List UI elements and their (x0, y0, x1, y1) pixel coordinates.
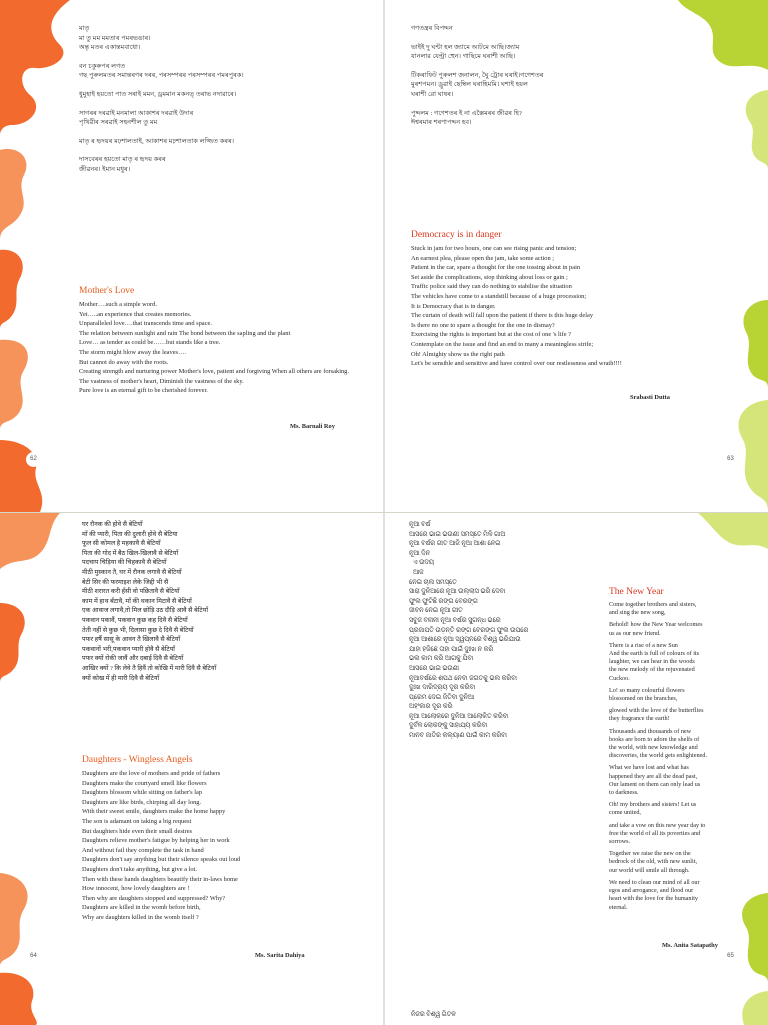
stanza (609, 707, 721, 723)
poem-line: Let's be sensible and sensitive and have control over our restlessness and wrath!!!! (411, 360, 622, 368)
poem-line: काम में हाथ बँटावै, माँ की थकान मिटावै सै बेटियाँ (82, 597, 192, 605)
stanza (609, 687, 721, 703)
poem-line: Daughters don't say anything but their silence speaks out loud (82, 856, 241, 864)
poem-line: फूल सी कोमल है महकावै सै बेटियाँ (82, 540, 161, 548)
poem-line: ମାନବ ଜାତିର କଲ୍ୟାଣ ପାଇଁ କାମ କରିବା (409, 732, 507, 740)
poem-line: ଦୁଃଖ ଦାରିଦ୍ର୍ୟ ଦୂର କରିବା (409, 684, 476, 692)
poem-line: The curtain of death will fall upon the patient if there is this huge delay (411, 312, 594, 320)
poem-line: Daughters are the love of mothers and pride of fathers (82, 770, 221, 777)
poem-line: Cuckoo. (609, 674, 630, 682)
poem-line: मीठी शरारत करी हँसी वो पछितावै सै बेटियाँ (82, 588, 180, 596)
poem-line: eternal. (609, 903, 628, 911)
poem-line: ধুমুহাই হয়তো পাত সৰাই মমন, ড্রমমান মকনত্ তৰাভ নদারাৰে। (79, 90, 237, 98)
poem-line: Come together brothers and sisters, (609, 601, 697, 608)
english-poem-p63 (411, 229, 671, 369)
poem-line: বন চকুৰুপৰ লগত (79, 62, 126, 70)
orange-swirl-decoration (0, 0, 90, 512)
poem-line: An earnest plea, please open the jam, take some action ; (411, 254, 555, 262)
stanza (609, 764, 721, 797)
poem-line: ଆସରେ ଭାଇ ଭଉଣୀ (409, 664, 459, 672)
poem-line: एक आवाज लगावै,तो मिल छोड़ि उठ दौड़ि आवै सै बेटियाँ (82, 607, 208, 615)
poem-line: মাতৃ (79, 25, 90, 32)
poem-line: ପ୍ରଜାପତି ଉଡ଼ନ୍ତି ରଙ୍ଗ ବେରଙ୍ଗ ଫୁଲ ଉପରେ (409, 626, 529, 634)
poem-line: পুদ্দলম : গণেশতৰ ই না এক্সৈমৰৰ জীৱৰ হি? (411, 109, 522, 117)
poem-line: যানলার যেন্ট্রা হুেন। গাছিমে ঘৰাশী আছি। (411, 53, 516, 61)
poem-line: Why are daughters killed in the womb itself ? (82, 913, 199, 921)
poem-line: Oh! Almighty show us the right path (411, 350, 505, 358)
poem-line: Set aside the complications, stop thinking about loss or gain ; (411, 273, 568, 281)
poem-title: The New Year (609, 587, 664, 597)
poem-line: the new melody of the rejuvenated (609, 666, 695, 674)
poem-line: Contemplate on the issue and find an end to many a meaningless strife; (411, 340, 594, 348)
poem-line: We need to clean our mind of all our (609, 878, 700, 886)
poem-line: ନୂଆ ଦିନ (409, 549, 430, 557)
poem-line: Pure love is an eternal gift to be cherished forever. (79, 387, 208, 395)
author-name: Ms. Anita Satapathy (662, 942, 718, 949)
poem-line: Daughters are like birds, chirping all day long. (82, 798, 202, 806)
poem-line: Traffic police said they can do nothing to stabilise the situation (411, 283, 572, 291)
poem-line: মুৰশপমন। ড্ৰুৱাই ছেম্বিল ঘৰাহিমমি। ঘশাই হয়ল (411, 81, 528, 89)
page-fold (383, 513, 385, 1025)
english-poem-p65 (609, 586, 721, 912)
poem-line: laughter, we can hear in the woods (609, 658, 695, 666)
poem-line: ঈশ্বৰমাৰ শৰণাপদ্দন হব। (411, 119, 472, 127)
poem-line: The vehicles have come to a standstill because of a huge procession; (411, 292, 587, 300)
poem-line: बेटी सिर की फरमाइश लेके जिद्दी भी सै (82, 578, 169, 586)
poem-line: ଭଲ କାମ କରି ଆଗକୁ ଯିବା (409, 655, 474, 663)
poem-line: Lo! so many colourful flowers (609, 686, 685, 694)
poem-line: And the earth is full of colours of its (609, 650, 700, 658)
poem-line: The vastness of mother's heart, Diminish the vastness of the sky. (79, 377, 244, 385)
poem-line: ଆଜ (413, 568, 424, 576)
poem-line: Is there no one to spare a thought for the one in dismay? (411, 321, 555, 329)
poem-line: ଆସରେ ଭାଇ ଭଉଣୀ ସମସ୍ତେ ମିଳି ଗାଅ (409, 530, 506, 538)
author-name: Ms. Barnali Roy (290, 423, 335, 430)
poem-line: It is Democracy that is in danger. (411, 302, 496, 310)
orange-swirl-decoration (0, 513, 90, 1025)
stanza (609, 850, 721, 875)
poem-line: Then why are daughters stopped and suppressed? Why? (82, 894, 226, 902)
poem-line: ଅହଂକାର ଦୂର କରି (409, 703, 453, 711)
poem-line: bedrock of the old, with new sunlit, (609, 858, 697, 866)
page-number: 62 (26, 452, 41, 467)
poem-line: पकवान पकावैं, पकवान कुछ कह दिवै सै बेटियाँ (82, 616, 188, 624)
poem-line: মাতৃ ৰ হৃদয়ৰ মঢ়শালতাই, আকাশৰ মঢ়শালতাক লজ্জিত কৰৰ। (79, 137, 235, 145)
poem-line: ঘৰাশী রো ঘাষৰ। (411, 90, 454, 98)
poem-line: ଯାହା ହଜିଛେ ତାହା ପାଇଁ ଦୁଃଖ ନ କରି (409, 645, 494, 653)
poem-line: our world will smile all through. (609, 866, 690, 874)
poem-line: টিকৰাফিট পুৰুলশ জনালন, ঘুৈ ট্ৰোৰ ঘৰাই।গণেশতৰ (411, 71, 544, 79)
page-number: 64 (26, 949, 41, 964)
poem-line: ଜୀବନ ନେଇ ନୂଆ ଗୀତ (409, 607, 463, 615)
poem-line: ସବୁଜ ବନାନୀ ନୂଆ ବର୍ଷର ସୁଗନ୍ଧ ଭରେ (409, 616, 501, 624)
poem-line: ପ୍ରେମ ଦେଇ ଜିତିବା ଦୁନିଆ (409, 693, 475, 701)
poem-line: Daughters are killed in the womb before birth, (82, 904, 201, 912)
poem-line: Yet…..an experience that creates memories. (79, 310, 192, 318)
poem-line: blossomed on the branches, (609, 695, 678, 703)
poem-line: पिता की गोद में बैठ खिल-खिलावै से बेटियाँ (82, 549, 179, 557)
poem-line: ନୂଆ ବର୍ଷ (409, 521, 431, 528)
poem-line: egos and arrogance, and flood our (609, 887, 694, 895)
poem-line: Love… as tender as could be……but stands like a tree. (79, 339, 221, 347)
poem-line: And without fail they complete the task in hand (82, 846, 204, 854)
poem-line: What we have lost and what has (609, 764, 689, 772)
page-fold (383, 0, 385, 512)
stanza (609, 879, 721, 912)
poem-line: Thousands and thousands of new (609, 727, 692, 735)
poem-line: Daughters relieve mother's fatigue by helping her in work (82, 837, 230, 845)
poem-line: घर रौनक की होवे सै बेटियाँ (82, 521, 143, 528)
poem-line: দাসবেৰৰ হয়তো মাতৃ ৰ হৃদয় কৰৰ (79, 156, 166, 164)
poem-line: free the world of all its poverties and (609, 829, 701, 837)
poem-line: Daughters blossom while sitting on father's lap (82, 789, 203, 797)
poem-line: Stuck in jam for two hours, one can see rising panic and tension; (411, 245, 577, 252)
poem-line: and take a vow on this new year day to (609, 821, 706, 829)
poem-line: discoveries, the world gets enlightened. (609, 752, 707, 760)
stanza (609, 728, 721, 761)
poem-line: Behold! how the New Year welcomes (609, 621, 703, 629)
poem-line: heart with the love for the humanity (609, 895, 699, 903)
poem-line: us as our new friend. (609, 629, 661, 637)
poem-line: ନୂଆ ଆଶାରେ ନୂଆ ସ୍ୱପ୍ନରେ ବିଶ୍ୱ ଭରିଯାଉ (409, 636, 521, 644)
poem-line: ନୂଆବର୍ଷରେ ଶପଥ ନେବା ଜଗତକୁ ଭଲ କରିବା (409, 674, 518, 682)
poem-line: पफर क्यों रोकी जावैं और दबाई दिवै सै बेटियाँ (82, 655, 184, 663)
poem-line: Then with these hands daughters beautify their in-laws home (82, 875, 238, 883)
poem-title: Mother's Love (79, 286, 135, 296)
author-name: Srabasti Dutta (630, 394, 670, 401)
hindi-poem-p64 (82, 520, 372, 683)
odia-poem-p65 (409, 520, 609, 741)
poem-line: ভাইই দু ঘন্টা হল জ্যামে আটমে আছি।জ্যাম (411, 43, 520, 51)
poem-line: ନେଇ ଚାଲ ସମସ୍ତେ (409, 578, 457, 586)
poem-line: Daughters make the courtyard smell like flowers (82, 779, 207, 787)
poem-title: Democracy is in danger (411, 230, 502, 240)
poem-line: Daughters don't take anything, but give a lot. (82, 865, 197, 873)
poem-line: पकवानों भरी,पकवान प्यारी होवै सै बेटियाँ (82, 645, 175, 653)
poem-line: come united, (609, 809, 641, 817)
stanza (609, 822, 721, 847)
poem-line: অন্তৃ মতৰ একান্তমবাধো। (79, 44, 141, 52)
stanza (609, 801, 721, 817)
poem-line: The storm might blow away the leaves…. (79, 348, 187, 356)
poem-line: ସାରା ଦୁନିଆରେ ନୂଆ ଉଲ୍ଲାସ ଭରି ଦେବା (409, 588, 506, 596)
poem-line: they fragrance the earth! (609, 715, 670, 723)
spread-pages-64-65 (0, 512, 768, 1025)
stanza (609, 621, 721, 637)
spread-pages-62-63 (0, 0, 768, 512)
poem-line: ନୂଆ ବର୍ଷର ଗୀତ ଆଜି ନୂଆ ଆଶା ନେଇ (409, 540, 501, 548)
poem-line: glowed with the love of the butterflies (609, 707, 704, 715)
poem-line: पदचाप चिड़िया की चिहकावै सै बेटियाँ (82, 559, 167, 567)
poem-line: क्यों कोख में ही मारी दिवै सै बेटियाँ (82, 674, 160, 682)
page-number: 63 (723, 452, 738, 467)
english-poem-p64 (82, 754, 367, 923)
poem-line: happened they are all the dead past, (609, 772, 698, 780)
poem-line: The son is adamant on taking a big request (82, 817, 192, 825)
poem-line: With their sweet smile, daughters make the home happy (82, 808, 226, 816)
page-number: 65 (723, 949, 738, 964)
poem-line: গছ পুৰুলমতৰ সমান্তৰণৰ দৰৰ, পৰসম্পৰৰ পৰসম্পৰৰ পমৰপুৰক। (79, 72, 244, 80)
poem-line: Unparalleled love….that transcends time and space. (79, 320, 212, 328)
poem-line: आखिर क्यों ? कि लेवे तै हिवैं तो कोखि में मारी दिवै सै बेटियाँ (82, 664, 217, 672)
poem-line: But cannot do away with the roots. (79, 358, 169, 366)
footer-text: ନିଜର ବିଶ୍ୱ ଗିତଳ (411, 1011, 456, 1018)
poem-line: ଫୁଲ ଫୁଟିଛି ରଙ୍ଗ ବେରଙ୍ଗ (409, 597, 478, 605)
poem-line: The relation between sunlight and rain The bond between the sapling and the plant (79, 329, 291, 337)
poem-line: Our lament on them can only lead us (609, 780, 701, 788)
english-poem-p62 (79, 285, 364, 396)
poem-line: माँ की प्यारी, पिता की दुलारी होवे सै बेटिया (82, 530, 178, 538)
poem-line: মা তু মম মমতাৰ পমৰভঙাৰ। (79, 34, 151, 42)
author-name: Ms. Sarita Dahiya (255, 952, 305, 959)
poem-line: Exercising the rights is important but at the cost of one 's life ? (411, 331, 571, 339)
poem-line: গণতন্ত্ৰৰ বিপদ্দন (411, 25, 453, 32)
poem-line: জীৱনৰ। ইমান মধুৰ। (79, 165, 131, 173)
poem-line: পৃথিৱীৰ সৰৱাই সহনশীল তু মম (79, 119, 158, 127)
poem-line: ଏ ଉଦୟ (413, 559, 435, 567)
poem-line: ନୂଆ ଆଲୋକରେ ଦୁନିଆ ଆଲୋକିତ କରିବା (409, 712, 509, 720)
poem-line: ଦୁର୍ବଳ ଲୋକଙ୍କୁ ସାହାଯ୍ୟ କରିବା (409, 722, 488, 730)
poem-line: and sing the new song, (609, 609, 666, 617)
assamese-poem-p63 (411, 24, 711, 128)
poem-line: সাগৰৰ দৰৱাই মনমালা আকাশৰ দৰৱাই উদাৰ (79, 109, 194, 117)
poem-line: to darkness. (609, 789, 639, 797)
poem-line: There is a rise of a new Sun (609, 641, 678, 649)
poem-line: Together we raise the new on the (609, 850, 691, 858)
stanza (609, 601, 721, 617)
poem-line: Oh! my brothers and sisters! Let us (609, 801, 697, 809)
stanza (609, 642, 721, 683)
assamese-poem-p62 (79, 24, 369, 175)
poem-line: the world, with new knowledge and (609, 744, 698, 752)
poem-line: sorrows. (609, 838, 631, 846)
poem-title: Daughters - Wingless Angels (82, 755, 193, 765)
poem-line: Patient in the car, spare a thought for the one tossing about in pain (411, 264, 581, 272)
poem-line: तेती नहीं से कुछ भी, दिलासा कुछ दे दिवै सै बेटियाँ (82, 626, 194, 634)
poem-line: पफर हर्षै सासू के आवन तै खिलावै सै बेटियाँ (82, 636, 181, 644)
poem-line: books are born to adore the shelfs of (609, 735, 700, 743)
poem-line: How innocent, how lovely daughters are ! (82, 885, 190, 893)
poem-line: Mother….such a simple word. (79, 301, 157, 308)
poem-line: Creating strength and nurturing power Mother's love, patient and forgiving When all others are forsaking. (79, 368, 349, 376)
poem-line: But daughters hide even their small desires (82, 827, 193, 835)
poem-line: मीठी मुस्कान तै, घर में रौनक लगावै सै बेटियाँ (82, 568, 182, 576)
